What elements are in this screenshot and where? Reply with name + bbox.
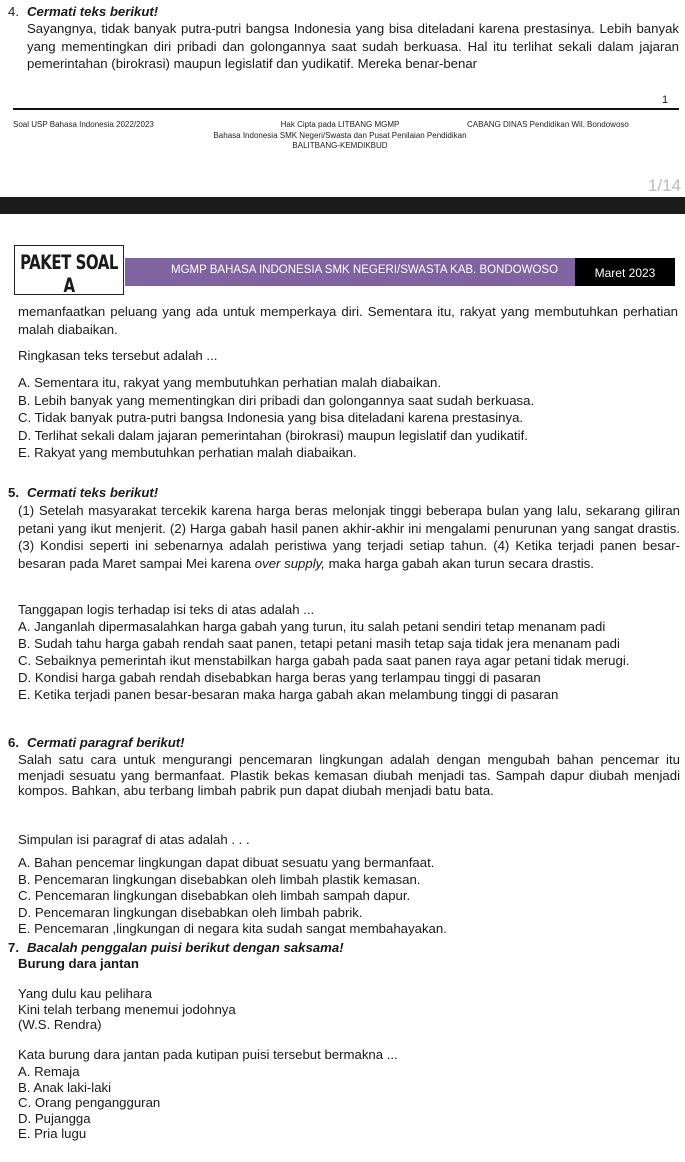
q4-text: Sayangnya, tidak banyak putra-putri bangsa Indonesia yang bisa diteladani karena prestasinya. Lebih banyak yang mementingkan diri pribadi dan golongannya saat sudah berkuasa. Hal itu terlihat sekali dalam jajaran pemerintahan (birokrasi) maupun legislatif dan yudikatif. Mereka benar-benar xyxy=(27,21,679,72)
q7-title: Bacalah penggalan puisi berikut dengan saksama! xyxy=(27,940,344,955)
q7-number: 7. xyxy=(8,940,19,955)
q5-title: Cermati teks berikut! xyxy=(27,485,159,500)
q6-option-b[interactable]: B. Pencemaran lingkungan disebabkan oleh limbah plastik kemasan. xyxy=(18,871,421,887)
q5-number: 5. xyxy=(8,485,19,500)
poem-author: (W.S. Rendra) xyxy=(18,1017,102,1032)
q5-option-c[interactable]: C. Sebaiknya pemerintah ikut menstabilkan harga gabah pada saat panen raya agar petani tidak merugi. xyxy=(18,653,630,668)
q4-option-b[interactable]: B. Lebih banyak yang mementingkan diri pribadi dan golongannya saat sudah berkuasa. xyxy=(18,392,535,408)
q6-text: Salah satu cara untuk mengurangi pencemaran lingkungan adalah dengan mengubah bahan pencemar itu menjadi sesuatu yang bermanfaat. Plastik bekas kemasan diubah menjadi tas. Sampah dapur diubah menjadi kompos. Bahkan, abu terbang limbah pabrik pun dapat diubah menjadi batu bata. xyxy=(18,752,680,798)
q7-option-d[interactable]: D. Pujangga xyxy=(18,1110,91,1126)
q5-question: Tanggapan logis terhadap isi teks di atas adalah ... xyxy=(18,602,315,617)
header-date: Maret 2023 xyxy=(575,258,675,286)
footer-left: Soal USP Bahasa Indonesia 2022/2023 xyxy=(13,120,154,129)
q5-text-1: (1) Setelah masyarakat tercekik karena harga beras melonjak tinggi beberapa bulan yang lalu, sekarang giliran petani yang ikut menjerit. (2) Harga gabah hasil panen akhir-akhir ini mengalami penurunan yang sangat drastis. (3) Kondisi seperti ini sebenarnya adalah peristiwa yang terjadi setiap tahun. (4) Ketika terjadi panen besar-besaran pada Maret sampai Mei karena xyxy=(18,503,680,571)
q4-question: Ringkasan teks tersebut adalah ... xyxy=(18,348,218,363)
q4-continuation: memanfaatkan peluang yang ada untuk memperkaya diri. Sementara itu, rakyat yang membutuhkan perhatian malah diabaikan. xyxy=(18,304,678,337)
q5-option-a[interactable]: A. Janganlah dipermasalahkan harga gabah yang turun, itu salah petani sendiri tetap menanam padi xyxy=(18,619,606,634)
q7-option-c[interactable]: C. Orang pengangguran xyxy=(18,1095,161,1110)
q6-option-e[interactable]: E. Pencemaran ,lingkungan di negara kita sudah sangat membahayakan. xyxy=(18,921,447,936)
q6-question: Simpulan isi paragraf di atas adalah . . . xyxy=(18,832,250,847)
q4-number: 4. xyxy=(8,4,19,19)
q7-option-b[interactable]: B. Anak laki-laki xyxy=(18,1079,112,1095)
q5-option-b[interactable]: B. Sudah tahu harga gabah rendah saat panen, tetapi petani masih tetap saja tidak jera menanam padi xyxy=(18,636,620,651)
paket-label: PAKET SOAL A xyxy=(20,250,118,298)
q4-title: Cermati teks berikut! xyxy=(27,4,159,19)
q5-option-d[interactable]: D. Kondisi harga gabah rendah disebabkan harga beras yang terlampau tinggi di pasaran xyxy=(18,670,541,685)
q6-number: 6. xyxy=(8,735,19,750)
q7-poem xyxy=(18,986,236,1033)
poem-line: Yang dulu kau pelihara xyxy=(18,986,152,1001)
q6-option-c[interactable]: C. Pencemaran lingkungan disebabkan oleh limbah sampah dapur. xyxy=(18,888,411,903)
q7-question: Kata burung dara jantan pada kutipan puisi tersebut bermakna ... xyxy=(18,1047,398,1062)
q6-title: Cermati paragraf berikut! xyxy=(27,735,185,750)
footer-rule xyxy=(13,108,679,110)
q7-options xyxy=(18,1064,160,1142)
footer-center-3: BALITBANG-KEMDIKBUD xyxy=(292,141,388,150)
q4-option-e[interactable]: E. Rakyat yang membutuhkan perhatian malah diabaikan. xyxy=(18,445,357,461)
q5-text xyxy=(18,502,680,572)
poem-line: Kini telah terbang menemui jodohnya xyxy=(18,1001,236,1017)
q7-option-e[interactable]: E. Pria lugu xyxy=(18,1126,87,1141)
paket-box xyxy=(14,245,124,298)
q7-poem-title: Burung dara jantan xyxy=(18,956,139,971)
q4-option-a[interactable]: A. Sementara itu, rakyat yang membutuhkan perhatian malah diabaikan. xyxy=(18,375,441,390)
q5-text-2: maka harga gabah akan turun secara drastis. xyxy=(324,555,594,571)
q7-option-a[interactable]: A. Remaja xyxy=(18,1064,80,1079)
page-indicator: 1/14 xyxy=(647,176,681,195)
q5-text-italic: over supply, xyxy=(254,555,325,571)
q6-option-a[interactable]: A. Bahan pencemar lingkungan dapat dibuat sesuatu yang bermanfaat. xyxy=(18,855,435,870)
q6-option-d[interactable]: D. Pencemaran lingkungan disebabkan oleh limbah pabrik. xyxy=(18,904,363,920)
header-title: MGMP BAHASA INDONESIA SMK NEGERI/SWASTA KAB. BONDOWOSO xyxy=(125,258,575,286)
q5-options xyxy=(18,619,680,704)
footer-center-2: Bahasa Indonesia SMK Negeri/Swasta dan Pusat Penilaian Pendidikan xyxy=(213,130,467,140)
q4-options xyxy=(18,374,534,462)
q6-options xyxy=(18,855,447,938)
footer-right: CABANG DINAS Pendidikan Wil. Bondowoso xyxy=(467,120,629,129)
page-number: 1 xyxy=(662,94,669,106)
q5-option-e[interactable]: E. Ketika terjadi panen besar-besaran maka harga gabah akan melambung tinggi di pasaran xyxy=(18,687,559,702)
page-separator xyxy=(0,197,685,214)
q4-option-d[interactable]: D. Terlihat sekali dalam jajaran pemerintahan (birokrasi) maupun legislatif dan yudikatif. xyxy=(18,427,528,443)
q4-option-c[interactable]: C. Tidak banyak putra-putri bangsa Indonesia yang bisa diteladani karena prestasinya. xyxy=(18,410,524,426)
footer-center-1: Hak Cipta pada LITBANG MGMP xyxy=(280,120,400,129)
